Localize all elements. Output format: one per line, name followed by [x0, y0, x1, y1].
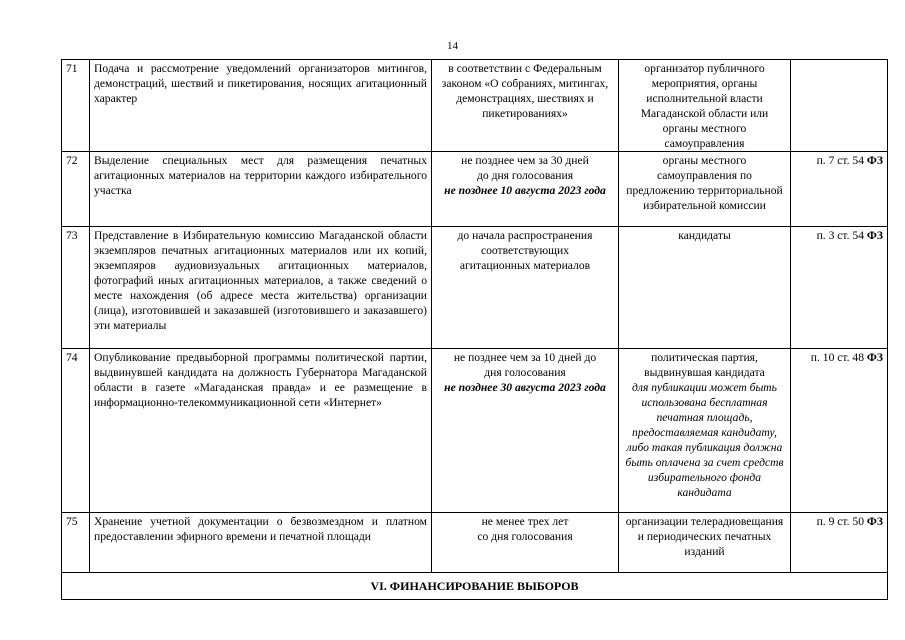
executor-text: политическая партия, выдвинувшая кандидата [644, 351, 765, 379]
basis-law: ФЗ [866, 229, 883, 242]
deadline-line: соответствующих [480, 244, 570, 257]
row-executor [619, 513, 791, 573]
table-body [62, 60, 888, 600]
page-number: 14 [447, 40, 458, 52]
executor-text: организатор публичного мероприятия, органы исполнительной власти Магаданской области или органы местного самоуправления [640, 62, 769, 150]
row-description: Подача и рассмотрение уведомлений организаторов митингов, демонстраций, шествий и пикетирования, носящих агитационный характер [90, 60, 432, 152]
row-legal-basis [791, 60, 888, 152]
row-description: Представление в Избирательную комиссию Магаданской области экземпляров печатных агитационных материалов или их копий, экземпляров аудиовизуальных агитационных материалов, фотографий иных агитационных материалов, а также сведений о месте нахождения (об адресе места жительства) организации (лица), изготовившей и заказавшей (изготовившего и заказавшего) эти материалы [90, 227, 432, 349]
row-number: 74 [62, 349, 90, 513]
table-row [62, 60, 888, 152]
deadline-date: не позднее 30 августа 2023 года [444, 381, 606, 394]
table-row [62, 227, 888, 349]
table-row [62, 152, 888, 227]
deadline-date: не позднее 10 августа 2023 года [444, 184, 606, 197]
row-executor [619, 152, 791, 227]
row-deadline [432, 227, 619, 349]
row-deadline [432, 152, 619, 227]
deadline-line: не позднее чем за 30 дней [461, 154, 589, 167]
deadline-line: в соответствии с Федеральным законом «О собраниях, митингах, демонстрациях, шествиях и пикетированиях» [441, 62, 609, 120]
section-row [62, 573, 888, 600]
executor-text: органы местного самоуправления по предложению территориальной избирательной комиссии [626, 154, 783, 212]
deadline-line: со дня голосования [477, 530, 573, 543]
deadline-line: не менее трех лет [481, 515, 569, 528]
row-legal-basis [791, 513, 888, 573]
basis-article: п. 10 ст. 48 [810, 351, 865, 364]
row-description: Хранение учетной документации о безвозмездном и платном предоставлении эфирного времени и печатной площади [90, 513, 432, 573]
row-executor [619, 227, 791, 349]
section-title: VI. ФИНАНСИРОВАНИЕ ВЫБОРОВ [62, 573, 888, 600]
table-row [62, 349, 888, 513]
row-executor [619, 60, 791, 152]
row-description: Выделение специальных мест для размещения печатных агитационных материалов на территории каждого избирательного участка [90, 152, 432, 227]
row-deadline [432, 349, 619, 513]
row-deadline [432, 513, 619, 573]
executor-note: для публикации может быть использована бесплатная печатная площадь, предоставляемая кандидату, либо такая публикация должна быть оплачена за счет средств избирательного фонда кандидата [625, 381, 784, 499]
basis-law: ФЗ [866, 351, 883, 364]
row-number: 71 [62, 60, 90, 152]
row-number: 73 [62, 227, 90, 349]
executor-text: кандидаты [678, 229, 731, 242]
row-number: 75 [62, 513, 90, 573]
deadline-line: дня голосования [484, 366, 566, 379]
basis-article: п. 3 ст. 54 [816, 229, 865, 242]
row-legal-basis [791, 227, 888, 349]
basis-law: ФЗ [866, 515, 883, 528]
deadline-line: не позднее чем за 10 дней до [453, 351, 597, 364]
row-number: 72 [62, 152, 90, 227]
basis-law: ФЗ [866, 154, 883, 167]
basis-article: п. 9 ст. 50 [816, 515, 865, 528]
table-row [62, 513, 888, 573]
deadline-line: до дня голосования [476, 169, 574, 182]
election-schedule-table [61, 59, 888, 600]
row-legal-basis [791, 349, 888, 513]
deadline-line: агитационных материалов [459, 259, 591, 272]
row-executor [619, 349, 791, 513]
basis-article: п. 7 ст. 54 [816, 154, 865, 167]
row-description: Опубликование предвыборной программы политической партии, выдвинувшей кандидата на должность Губернатора Магаданской области в газете «Магаданская правда» и ее размещение в информационно-телекоммуникационной сети «Интернет» [90, 349, 432, 513]
row-legal-basis [791, 152, 888, 227]
row-deadline [432, 60, 619, 152]
deadline-line: до начала распространения [457, 229, 593, 242]
executor-text: организации телерадиовещания и периодических печатных изданий [625, 515, 784, 558]
